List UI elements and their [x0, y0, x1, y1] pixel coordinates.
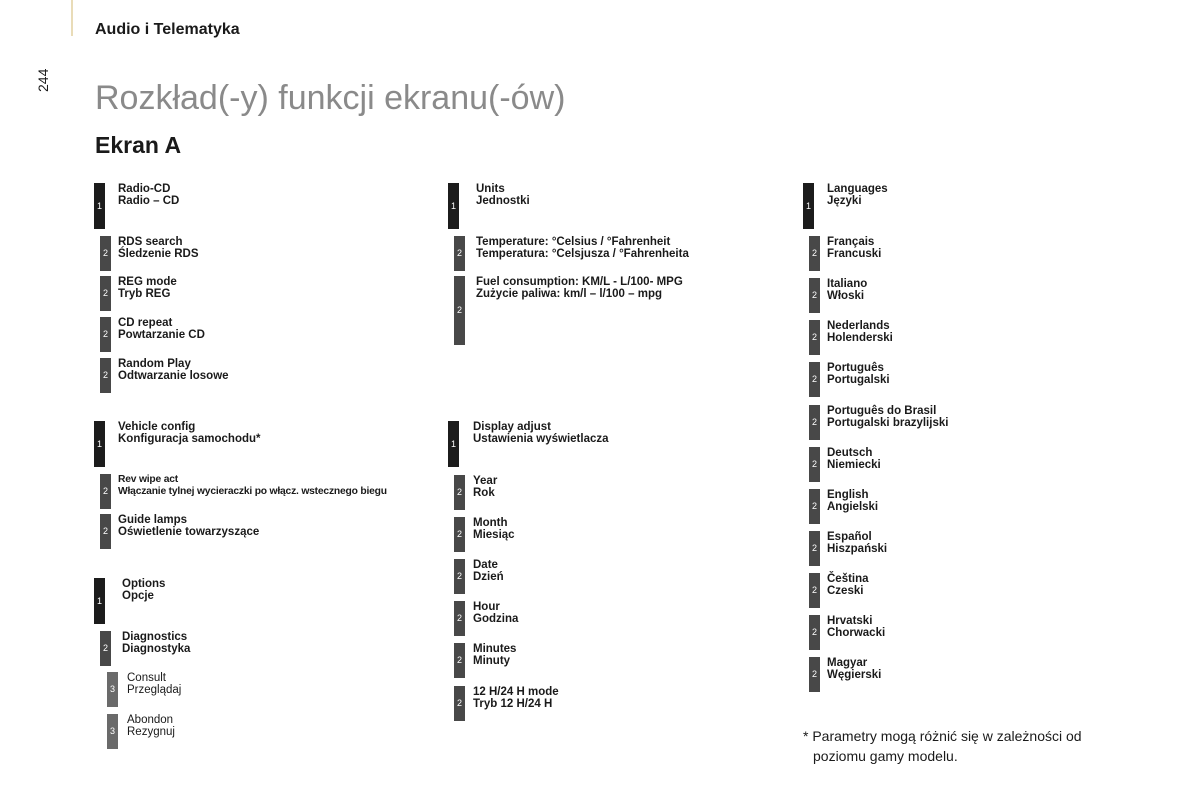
level-marker: 1 [94, 183, 105, 229]
menu-label-en: CD repeat [118, 317, 173, 329]
menu-label-pl: Holenderski [827, 332, 893, 344]
level-marker: 2 [454, 686, 465, 721]
level-marker: 2 [454, 517, 465, 552]
footnote-line: poziomu gamy modelu. [813, 748, 958, 764]
menu-label-en: Units [476, 183, 505, 195]
level-marker: 2 [100, 236, 111, 271]
menu-label-en: Nederlands [827, 320, 890, 332]
menu-label-en: Year [473, 475, 498, 487]
level-marker: 2 [809, 615, 820, 650]
level-marker: 2 [100, 514, 111, 549]
screen-title: Ekran A [95, 132, 182, 158]
menu-label-pl: Konfiguracja samochodu* [118, 433, 261, 445]
level-marker: 2 [809, 657, 820, 692]
menu-label-pl: Tryb 12 H/24 H [473, 698, 553, 710]
level-marker: 2 [454, 236, 465, 271]
level-marker: 2 [809, 362, 820, 397]
menu-label-pl: Radio – CD [118, 195, 180, 207]
level-marker: 2 [809, 320, 820, 355]
level-marker: 1 [94, 421, 105, 467]
level-marker: 2 [100, 276, 111, 311]
menu-label-en: Français [827, 236, 875, 248]
menu-label-en: Rev wipe act [118, 474, 178, 485]
menu-label-pl: Języki [827, 195, 862, 207]
level-marker: 2 [809, 278, 820, 313]
menu-label-en: 12 H/24 H mode [473, 686, 559, 698]
menu-label-pl: Włoski [827, 290, 865, 302]
level-marker: 2 [454, 559, 465, 594]
menu-label-pl: Angielski [827, 501, 879, 513]
level-marker: 1 [94, 578, 105, 624]
menu-label-en: Português [827, 362, 884, 374]
header-accent-rule [71, 0, 73, 36]
menu-label-en: Hour [473, 601, 500, 613]
menu-label-pl: Rok [473, 487, 495, 499]
menu-label-pl: Niemiecki [827, 459, 881, 471]
menu-label-en: Guide lamps [118, 514, 188, 526]
menu-label-pl: Oświetlenie towarzyszące [118, 526, 260, 538]
level-marker: 2 [454, 276, 465, 345]
level-marker: 2 [809, 573, 820, 608]
level-marker: 2 [454, 643, 465, 678]
menu-label-en: RDS search [118, 236, 183, 248]
menu-label-en: Italiano [827, 278, 868, 290]
menu-label-pl: Minuty [473, 655, 511, 667]
menu-label-pl: Godzina [473, 613, 519, 625]
menu-label-pl: Francuski [827, 248, 882, 260]
menu-label-pl: Węgierski [827, 669, 882, 681]
level-marker: 2 [454, 601, 465, 636]
menu-label-pl: Hiszpański [827, 543, 888, 555]
footnote [803, 726, 1082, 766]
menu-label-pl: Dzień [473, 571, 504, 583]
menu-label-en: Español [827, 531, 872, 543]
level-marker: 2 [100, 358, 111, 393]
menu-label-en: Random Play [118, 358, 191, 370]
menu-label-pl: Miesiąc [473, 529, 515, 541]
level-marker: 3 [107, 714, 118, 749]
level-marker: 1 [448, 421, 459, 467]
menu-label-pl: Portugalski [827, 374, 890, 386]
menu-label-pl: Ustawienia wyświetlacza [473, 433, 609, 445]
menu-label-pl: Portugalski brazylijski [827, 417, 949, 429]
menu-label-pl: Przeglądaj [127, 684, 182, 696]
menu-label-en: Options [122, 578, 166, 590]
page-title: Rozkład(-y) funkcji ekranu(-ów) [95, 79, 566, 117]
menu-label-pl: Odtwarzanie losowe [118, 370, 229, 382]
menu-label-pl: Jednostki [476, 195, 530, 207]
menu-label-en: Vehicle config [118, 421, 196, 433]
menu-label-en: Month [473, 517, 508, 529]
menu-label-pl: Tryb REG [118, 288, 171, 300]
menu-label-pl: Temperatura: °Celsjusza / °Fahrenheita [476, 248, 689, 260]
menu-label-en: Diagnostics [122, 631, 188, 643]
menu-label-pl: Chorwacki [827, 627, 886, 639]
level-marker: 2 [809, 531, 820, 566]
menu-label-en: Minutes [473, 643, 517, 655]
menu-label-en: Temperature: °Celsius / °Fahrenheit [476, 236, 671, 248]
menu-label-en: Consult [127, 672, 166, 684]
menu-label-pl: Diagnostyka [122, 643, 191, 655]
level-marker: 3 [107, 672, 118, 707]
menu-label-pl: Zużycie paliwa: km/l – l/100 – mpg [476, 288, 662, 300]
level-marker: 1 [803, 183, 814, 229]
level-marker: 1 [448, 183, 459, 229]
menu-label-en: Čeština [827, 573, 869, 585]
menu-label-en: Deutsch [827, 447, 873, 459]
level-marker: 2 [100, 631, 111, 666]
level-marker: 2 [100, 474, 111, 509]
menu-label-en: Hrvatski [827, 615, 873, 627]
menu-label-pl: Włączanie tylnej wycieraczki po włącz. wstecznego biegu [118, 486, 387, 497]
menu-label-en: Languages [827, 183, 888, 195]
level-marker: 2 [100, 317, 111, 352]
menu-label-en: Date [473, 559, 498, 571]
menu-label-en: Português do Brasil [827, 405, 937, 417]
menu-label-pl: Opcje [122, 590, 154, 602]
section-header: Audio i Telematyka [95, 21, 240, 38]
menu-label-en: Fuel consumption: KM/L - L/100- MPG [476, 276, 683, 288]
menu-label-pl: Rezygnuj [127, 726, 175, 738]
menu-label-en: Display adjust [473, 421, 551, 433]
menu-label-pl: Czeski [827, 585, 864, 597]
menu-label-en: Radio-CD [118, 183, 171, 195]
level-marker: 2 [809, 447, 820, 482]
menu-label-en: Abondon [127, 714, 174, 726]
level-marker: 2 [809, 489, 820, 524]
footnote-line: * Parametry mogą różnić się w zależności od [803, 728, 1082, 744]
level-marker: 2 [809, 236, 820, 271]
menu-label-en: English [827, 489, 869, 501]
menu-label-pl: Śledzenie RDS [118, 248, 199, 260]
menu-label-pl: Powtarzanie CD [118, 329, 205, 341]
page-number: 244 [35, 68, 51, 92]
level-marker: 2 [809, 405, 820, 440]
menu-label-en: Magyar [827, 657, 868, 669]
level-marker: 2 [454, 475, 465, 510]
menu-label-en: REG mode [118, 276, 177, 288]
